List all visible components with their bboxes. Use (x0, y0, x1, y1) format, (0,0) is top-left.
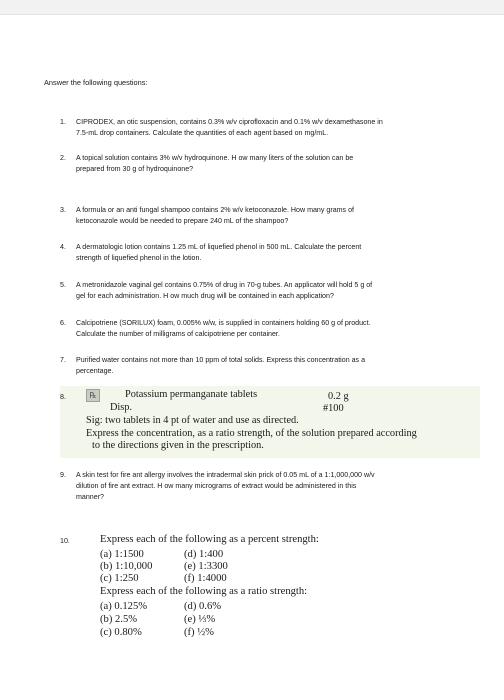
prescription-sig: Sig: two tablets in 4 pt of water and use as directed. (86, 415, 299, 426)
question-text: ketoconazole would be needed to prepare 240 mL of the shampoo? (76, 217, 289, 225)
question-number: 4. (60, 243, 66, 251)
item: (d) 1:400 (184, 549, 224, 560)
item: (e) 1:3300 (184, 561, 228, 572)
question-text: Purified water contains not more than 10 ppm of total solids. Express this concentration as a (76, 356, 366, 364)
question-text: A metronidazole vaginal gel contains 0.75% of drug in 70-g tubes. An applicator will hold 5 g of (76, 281, 373, 289)
prescription-disp-qty: #100 (323, 403, 344, 414)
item: (b) 2.5% (100, 614, 138, 625)
question-text: manner? (76, 493, 104, 501)
question-text: Calculate the number of milligrams of calcipotriene per container. (76, 330, 280, 338)
prescription-drug: Potassium permanganate tablets (125, 389, 258, 400)
question-text: 7.5-mL drop containers. Calculate the quantities of each agent based on mg/mL. (76, 129, 329, 137)
question-text: A formula or an anti fungal shampoo contains 2% w/v ketoconazole. How many grams of (76, 206, 354, 214)
question-9 (60, 470, 470, 503)
instructions: Answer the following questions: (44, 78, 148, 87)
question-text: percentage. (76, 367, 114, 375)
item: (f) 1:4000 (184, 573, 227, 584)
question-10 (60, 534, 480, 659)
question-text: dilution of fire ant extract. H ow many micrograms of extract would be administered in this (76, 482, 357, 490)
item: (a) 1:1500 (100, 549, 144, 560)
question-text: A skin test for fire ant allergy involves the intradermal skin prick of 0.05 mL of a 1:1,000,000 w/v (76, 471, 375, 479)
question-number: 3. (60, 206, 66, 214)
question-8 (60, 386, 480, 458)
question-heading: Express each of the following as a ratio strength: (100, 586, 308, 597)
top-bar (0, 0, 504, 15)
question-number: 5. (60, 281, 66, 289)
question-text: gel for each administration. H ow much drug will be contained in each application? (76, 292, 334, 300)
item: (b) 1:10,000 (100, 561, 153, 572)
question-4 (60, 242, 470, 264)
question-text: prepared from 30 g of hydroquinone? (76, 165, 194, 173)
question-text: to the directions given in the prescription. (92, 440, 264, 451)
item: (a) 0.125% (100, 601, 148, 612)
question-text: A dermatologic lotion contains 1.25 mL of liquefied phenol in 500 mL. Calculate the percent (76, 243, 362, 251)
prescription-amount: 0.2 g (328, 391, 349, 402)
rx-icon: ℞ (86, 389, 100, 402)
question-number: 7. (60, 356, 66, 364)
question-7 (60, 355, 470, 377)
question-number: 1. (60, 118, 66, 126)
question-text: CIPRODEX, an otic suspension, contains 0.3% w/v ciprofloxacin and 0.1% w/v dexamethasone in (76, 118, 383, 126)
question-text: strength of liquefied phenol in the lotion. (76, 254, 202, 262)
question-2 (60, 153, 470, 175)
question-number: 9. (60, 471, 66, 479)
item: (c) 1:250 (100, 573, 139, 584)
item: (e) ⅓% (184, 614, 216, 625)
question-1 (60, 117, 470, 139)
item: (c) 0.80% (100, 627, 142, 638)
question-6 (60, 318, 470, 340)
question-number: 2. (60, 154, 66, 162)
question-5 (60, 280, 470, 302)
question-number: 6. (60, 319, 66, 327)
prescription-disp: Disp. (110, 402, 133, 413)
item: (d) 0.6% (184, 601, 222, 612)
item: (f) ½% (184, 627, 215, 638)
question-3 (60, 205, 470, 227)
question-heading: Express each of the following as a percent strength: (100, 534, 319, 545)
question-text: A topical solution contains 3% w/v hydroquinone. H ow many liters of the solution can be (76, 154, 354, 162)
question-number: 10. (60, 537, 70, 545)
question-text: Calcipotriene (SORILUX) foam, 0.005% w/w, is supplied in containers holding 60 g of product. (76, 319, 371, 327)
question-number: 8. (60, 393, 66, 401)
question-text: Express the concentration, as a ratio strength, of the solution prepared according (86, 428, 417, 439)
